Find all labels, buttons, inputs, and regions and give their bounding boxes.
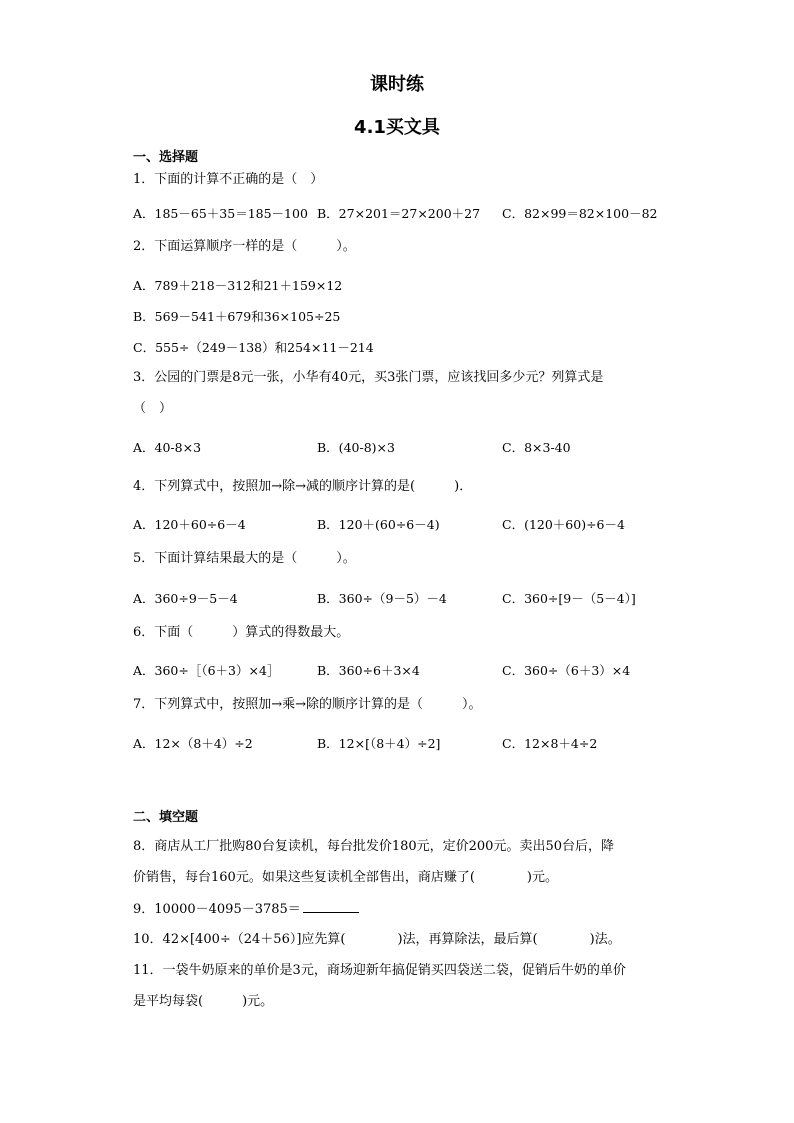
question-4-option-a: A．120＋60÷6－4 xyxy=(133,517,246,532)
section-heading-fill: 二、填空题 xyxy=(133,810,199,825)
lesson-title: 4.1买文具 xyxy=(354,117,440,138)
question-7-option-b: B．12×[（8＋4）÷2] xyxy=(317,736,441,751)
question-5-stem: 5．下面计算结果最大的是（ ）。 xyxy=(133,551,356,566)
question-7-stem: 7．下列算式中，按照加→乘→除的顺序计算的是（ ）。 xyxy=(133,697,482,712)
question-3-option-a: A．40-8×3 xyxy=(133,440,202,455)
question-6-option-c: C．360÷（6＋3）×4 xyxy=(502,663,631,678)
question-6-option-b: B．360÷6＋3×4 xyxy=(317,663,420,678)
question-11-line1: 11．一袋牛奶原来的单价是3元，商场迎新年搞促销买四袋送二袋，促销后牛奶的单价 xyxy=(133,963,626,978)
question-2-option-b: B．569－541＋679和36×105÷25 xyxy=(133,309,341,324)
section-heading-choice: 一、选择题 xyxy=(133,150,199,165)
question-7-option-c: C．12×8＋4÷2 xyxy=(502,736,598,751)
question-8-line2: 价销售，每台160元。如果这些复读机全部售出，商店赚了( )元。 xyxy=(133,870,558,885)
question-3-stem-line1: 3．公园的门票是8元一张，小华有40元，买3张门票，应该找回多少元？列算式是 xyxy=(133,370,604,385)
question-3-stem-line2: （ ） xyxy=(133,401,173,416)
question-6-option-a: A．360÷［（6＋3）×4］ xyxy=(133,663,280,678)
question-6-stem: 6．下面（ ）算式的得数最大。 xyxy=(133,625,350,640)
question-2-option-c: C．555÷（249－138）和254×11－214 xyxy=(133,340,374,355)
question-2-option-a: A．789＋218－312和21＋159×12 xyxy=(133,278,343,293)
question-5-option-b: B．360÷（9－5）－4 xyxy=(317,591,447,606)
question-1-option-a: A．185－65＋35＝185－100 xyxy=(133,206,308,221)
question-5-option-a: A．360÷9－5－4 xyxy=(133,591,238,606)
question-4-option-c: C．(120＋60)÷6－4 xyxy=(502,517,625,532)
question-11-line2: 是平均每袋( )元。 xyxy=(133,994,274,1009)
question-2-stem: 2．下面运算顺序一样的是（ ）。 xyxy=(133,239,356,254)
question-5-option-c: C．360÷[9－（5－4）] xyxy=(502,591,636,606)
answer-blank[interactable] xyxy=(303,900,359,913)
page-title: 课时练 xyxy=(370,74,424,95)
question-8-line1: 8．商店从工厂批购80台复读机，每台批发价180元，定价200元。卖出50台后，降 xyxy=(133,839,614,854)
question-9-text: 9．10000－4095－3785＝ xyxy=(133,902,301,917)
question-7-option-a: A．12×（8＋4）÷2 xyxy=(133,736,253,751)
question-1-stem: 1．下面的计算不正确的是（ ） xyxy=(133,172,324,187)
question-1-option-b: B．27×201＝27×200＋27 xyxy=(317,206,481,221)
question-1-option-c: C．82×99＝82×100－82 xyxy=(502,206,658,221)
question-9 xyxy=(133,900,359,919)
question-4-option-b: B．120＋(60÷6－4) xyxy=(317,517,440,532)
question-3-option-b: B．(40-8)×3 xyxy=(317,440,395,455)
question-10: 10．42×[400÷（24＋56）]应先算( )法，再算除法，最后算( )法。 xyxy=(133,932,621,947)
question-3-option-c: C．8×3-40 xyxy=(502,440,571,455)
question-4-stem: 4．下列算式中，按照加→除→减的顺序计算的是( )． xyxy=(133,479,473,494)
